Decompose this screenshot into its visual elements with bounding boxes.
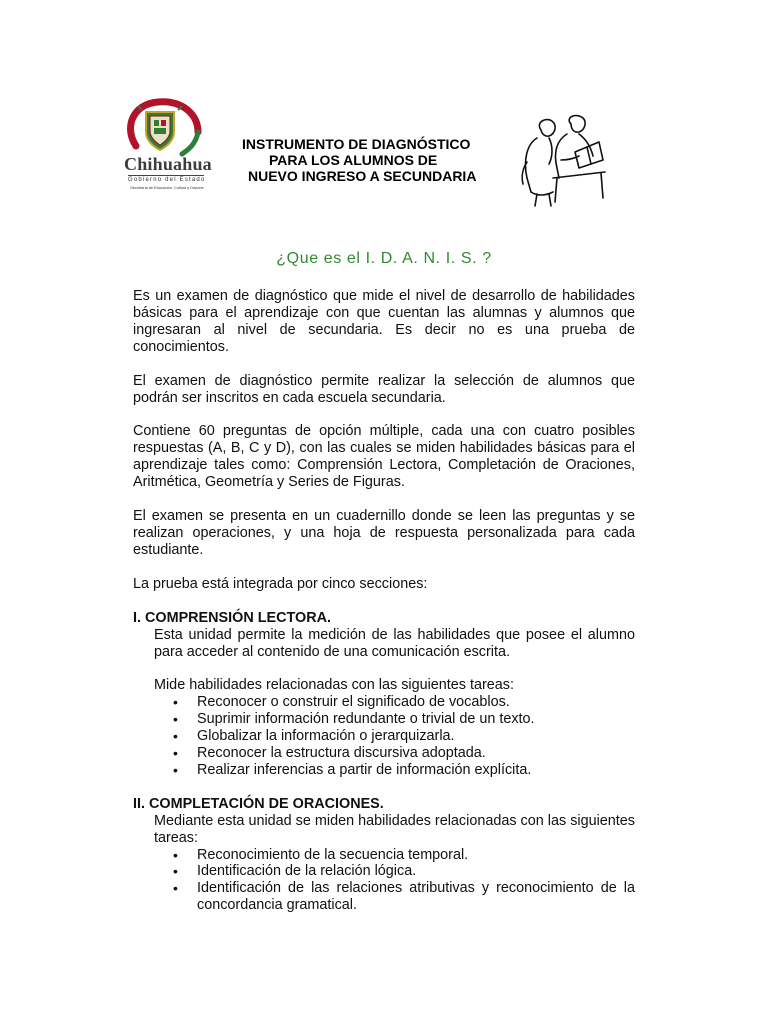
list-item-text: Globalizar la información o jerarquizarla. — [197, 728, 455, 745]
title-line-1: INSTRUMENTO DE DIAGNÓSTICO — [242, 136, 471, 152]
bullet-dot-icon: • — [173, 694, 178, 711]
list-item-text: Reconocer la estructura discursiva adoptada. — [197, 745, 486, 762]
section-heading: II. COMPLETACIÓN DE ORACIONES. — [133, 795, 384, 812]
list-item — [154, 863, 635, 880]
bullet-dot-icon: • — [173, 711, 178, 728]
bullet-dot-icon: • — [173, 761, 178, 778]
list-item-text: Suprimir información redundante o trivial de un texto. — [197, 711, 535, 728]
question-heading: ¿Que es el I. D. A. N. I. S. ? — [276, 250, 492, 267]
list-item-text: Reconocimiento de la secuencia temporal. — [197, 846, 469, 863]
section-intro: Esta unidad permite la medición de las habilidades que posee el alumno para acceder al contenido de una comunicación escrita. — [154, 626, 635, 660]
title-line-3: NUEVO INGRESO A SECUNDARIA — [248, 168, 477, 184]
bullet-dot-icon: • — [173, 846, 178, 863]
list-item-text: Reconocer o construir el significado de vocablos. — [197, 694, 510, 711]
bullet-dot-icon: • — [173, 863, 178, 880]
students-reading-icon — [513, 112, 613, 210]
task-list — [133, 847, 635, 915]
list-item — [154, 728, 635, 745]
chihuahua-logo — [116, 98, 212, 226]
logo-title: Chihuahua — [124, 154, 212, 174]
paragraph-2: El examen de diagnóstico permite realizar la selección de alumnos que podrán ser inscritos en cada escuela secundaria. — [133, 372, 635, 406]
paragraph-4: El examen se presenta en un cuadernillo donde se leen las preguntas y se realizan operaciones, y una hoja de respuesta personalizada para cada estudiante. — [133, 508, 635, 558]
logo-department: Secretaría de Educación, Cultura y Deporte — [130, 186, 204, 190]
chihuahua-seal-icon — [116, 98, 212, 158]
paragraph-5: La prueba está integrada por cinco secciones: — [133, 575, 428, 592]
list-item — [154, 745, 635, 762]
task-list — [133, 694, 635, 779]
document-title — [220, 136, 510, 184]
list-item — [154, 762, 635, 779]
document-body — [133, 288, 635, 914]
list-item-text: Identificación de la relación lógica. — [197, 863, 417, 880]
list-item-text: Identificación de las relaciones atributivas y reconocimiento de la concordancia gramatical. — [197, 880, 635, 914]
bullet-dot-icon: • — [173, 728, 178, 745]
title-line-2: PARA LOS ALUMNOS DE — [269, 152, 438, 168]
section-tasks-intro: Mide habilidades relacionadas con las siguientes tareas: — [154, 677, 514, 694]
section-intro: Mediante esta unidad se miden habilidades relacionadas con las siguientes tareas: — [154, 812, 635, 846]
list-item-text: Realizar inferencias a partir de información explícita. — [197, 761, 532, 778]
paragraph-1: Es un examen de diagnóstico que mide el nivel de desarrollo de habilidades básicas para el aprendizaje con que cuentan las alumnas y alumnos que ingresaran al nivel de secundaria. Es decir no es una prueba de conocimientos. — [133, 288, 635, 355]
logo-subtitle: Gobierno del Estado — [128, 177, 206, 183]
list-item — [154, 711, 635, 728]
paragraph-3: Contiene 60 preguntas de opción múltiple, cada una con cuatro posibles respuestas (A, B, C y D), con las cuales se miden habilidades básicas para el aprendizaje tales como: Comprensión Lectora, Completación de Oraciones, Aritmética, Geometría y Series de Figuras. — [133, 423, 635, 491]
bullet-dot-icon: • — [173, 880, 178, 897]
list-item — [154, 880, 635, 914]
bullet-dot-icon: • — [173, 745, 178, 762]
list-item — [154, 694, 635, 711]
list-item — [154, 847, 635, 864]
section-heading: I. COMPRENSIÓN LECTORA. — [133, 609, 332, 626]
